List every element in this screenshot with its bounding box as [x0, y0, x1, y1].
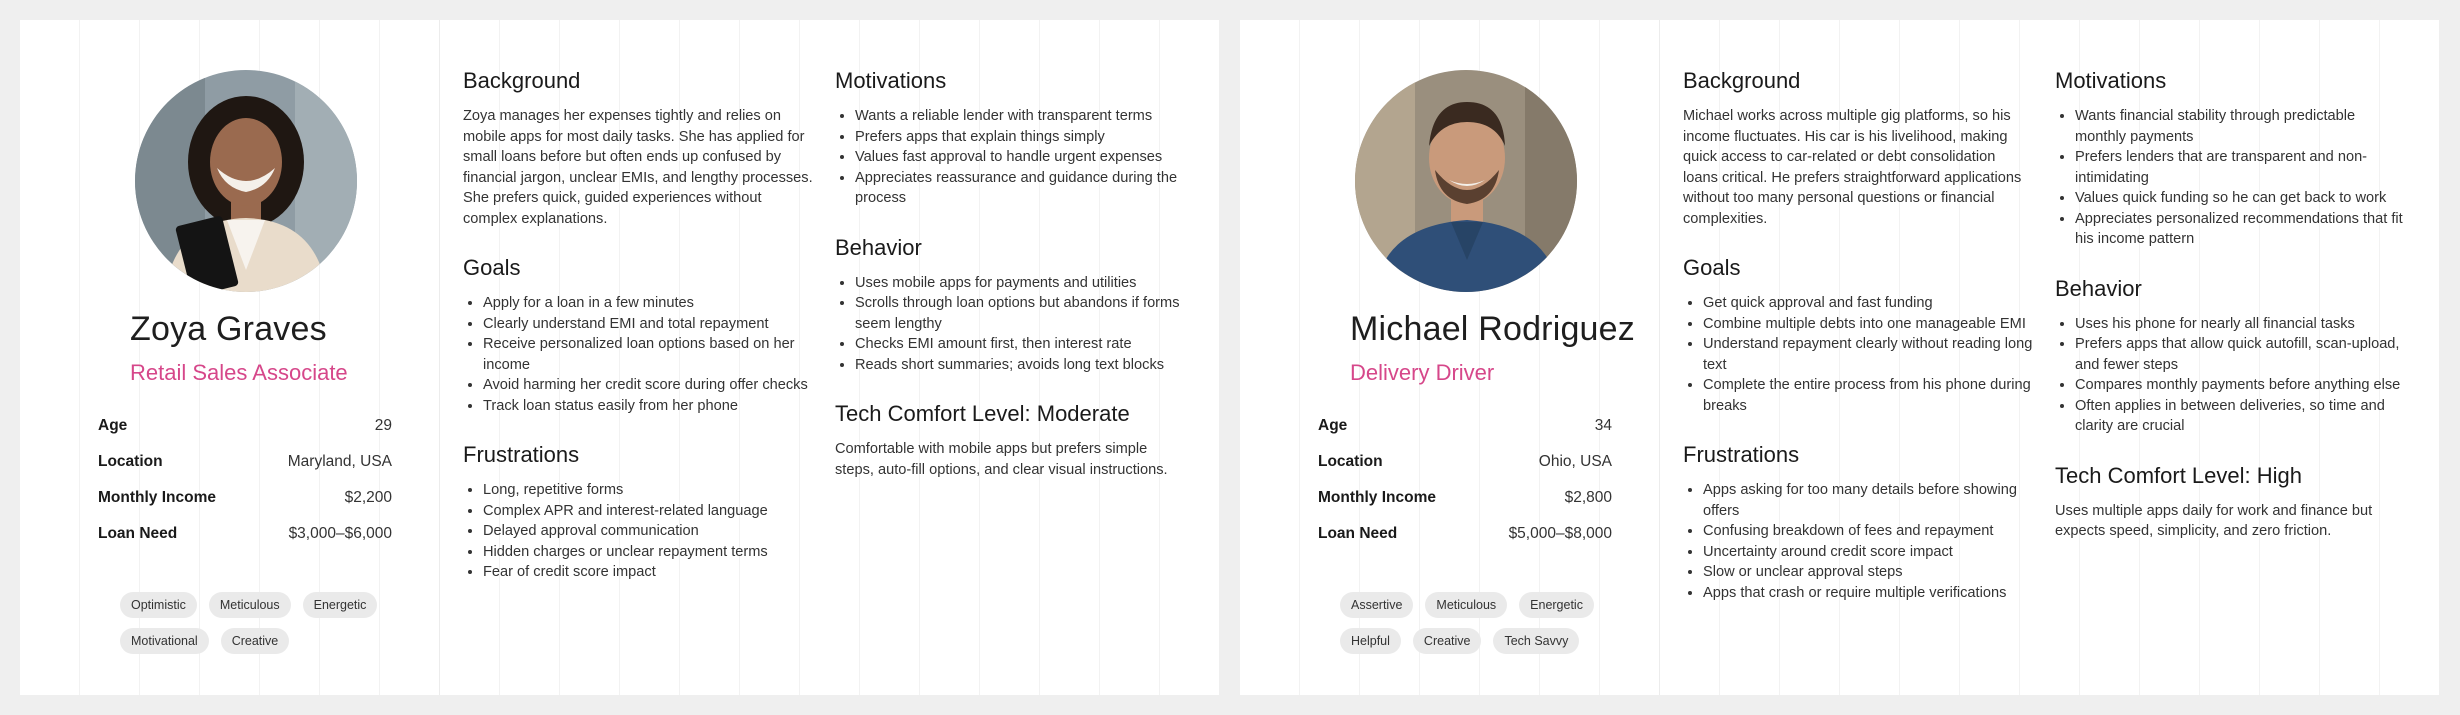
list-item: • Delayed approval communication: [483, 521, 813, 542]
trait-tag: Energetic: [303, 592, 378, 618]
list-item: • Wants financial stability through predictable monthly payments: [2075, 106, 2405, 147]
motivations-list: [2055, 106, 2405, 250]
persona-stats: [1318, 408, 1612, 552]
stat-label: Loan Need: [1318, 525, 1398, 542]
avatar-photo-zoya: [135, 70, 357, 292]
list-item: • Clearly understand EMI and total repayment: [483, 314, 813, 335]
avatar-photo-michael: [1355, 70, 1577, 292]
stat-value: 34: [1594, 417, 1612, 434]
persona-details-middle: [463, 68, 813, 609]
behavior-section: [835, 235, 1185, 376]
stat-value: $2,200: [344, 489, 392, 506]
list-item: • Appreciates reassurance and guidance during the process: [855, 168, 1185, 209]
behavior-section: [2055, 276, 2405, 437]
motivations-section: [2055, 68, 2405, 250]
trait-tag: Motivational: [120, 628, 209, 654]
list-item: • Complex APR and interest-related language: [483, 501, 813, 522]
section-heading: Frustrations: [1683, 442, 1800, 467]
section-heading: Motivations: [2055, 68, 2167, 93]
avatar: [1355, 70, 1577, 292]
list-item: • Reads short summaries; avoids long text blocks: [855, 355, 1185, 376]
trait-tag: Assertive: [1340, 592, 1413, 618]
section-heading: Behavior: [2055, 275, 2142, 301]
list-item: • Prefers lenders that are transparent and non-intimidating: [2075, 147, 2405, 188]
list-item: • Confusing breakdown of fees and repayment: [1703, 521, 2033, 542]
tech-comfort-section: [2055, 463, 2405, 542]
frustrations-list: [1683, 480, 2033, 603]
stat-row-loan-need: [98, 516, 392, 552]
stat-row-monthly-income: [1318, 480, 1612, 516]
motivations-section: [835, 68, 1185, 209]
goals-list: [463, 293, 813, 416]
list-item: • Apps asking for too many details before showing offers: [1703, 480, 2033, 521]
list-item: • Checks EMI amount first, then interest rate: [855, 334, 1185, 355]
background-section: [463, 68, 813, 229]
list-item: • Avoid harming her credit score during offer checks: [483, 375, 813, 396]
section-heading: Tech Comfort Level: Moderate: [835, 401, 1130, 426]
stat-label: Loan Need: [98, 525, 178, 542]
list-item: • Uses his phone for nearly all financial tasks: [2075, 314, 2405, 335]
frustrations-section: [1683, 442, 2033, 603]
motivations-list: [835, 106, 1185, 209]
trait-tag: Helpful: [1340, 628, 1401, 654]
persona-name: Zoya Graves: [130, 310, 327, 348]
stat-label: Location: [1318, 453, 1383, 470]
list-item: • Wants a reliable lender with transparent terms: [855, 106, 1185, 127]
background-text: Zoya manages her expenses tightly and relies on mobile apps for most daily tasks. She has applied for small loans before but often ends up confused by financial jargon, unclear EMIs, and lengthy processes. She prefers quick, guided experiences without complex explanations.: [463, 108, 813, 227]
stat-label: Age: [1318, 417, 1348, 434]
list-item: • Appreciates personalized recommendations that fit his income pattern: [2075, 209, 2405, 250]
trait-tag: Creative: [1413, 628, 1482, 654]
list-item: • Complete the entire process from his phone during breaks: [1703, 375, 2033, 416]
list-item: • Apps that crash or require multiple verifications: [1703, 583, 2033, 604]
background-text: Michael works across multiple gig platforms, so his income fluctuates. His car is his livelihood, making quick access to car-related or debt consolidation loans critical. He prefers straightforward applications without too many personal questions or financial complexities.: [1683, 108, 2022, 227]
stat-row-monthly-income: [98, 480, 392, 516]
tech-comfort-text: Uses multiple apps daily for work and finance but expects speed, simplicity, and zero friction.: [2055, 502, 2373, 539]
section-heading: Behavior: [835, 234, 922, 260]
persona-name: Michael Rodriguez: [1350, 310, 1635, 348]
persona-profile: [1240, 20, 1660, 695]
goals-section: [1683, 255, 2033, 416]
stat-value: $3,000–$6,000: [288, 525, 392, 542]
section-heading: Tech Comfort Level: High: [2055, 462, 2302, 488]
stat-row-location: [98, 444, 392, 480]
trait-tags: [1340, 592, 1620, 654]
list-item: • Values quick funding so he can get back to work: [2075, 188, 2405, 209]
list-item: • Long, repetitive forms: [483, 480, 813, 501]
behavior-list: [2055, 314, 2405, 437]
section-heading: Goals: [463, 255, 521, 280]
list-item: • Slow or unclear approval steps: [1703, 562, 2033, 583]
list-item: • Prefers apps that allow quick autofill, scan-upload, and fewer steps: [2075, 334, 2405, 375]
persona-details-right: [2055, 68, 2405, 568]
section-heading: Frustrations: [463, 442, 580, 467]
list-item: • Fear of credit score impact: [483, 562, 813, 583]
list-item: • Uses mobile apps for payments and utilities: [855, 273, 1185, 294]
stat-label: Age: [98, 417, 128, 434]
tech-comfort-text: Comfortable with mobile apps but prefers simple steps, auto-fill options, and clear visual instructions.: [835, 441, 1168, 478]
trait-tag: Energetic: [1519, 592, 1594, 618]
list-item: • Values fast approval to handle urgent expenses: [855, 147, 1185, 168]
stat-value: Ohio, USA: [1538, 453, 1612, 470]
list-item: • Compares monthly payments before anything else: [2075, 375, 2405, 396]
section-heading: Background: [463, 68, 581, 93]
behavior-list: [835, 273, 1185, 376]
persona-card: [20, 20, 1219, 695]
list-item: • Prefers apps that explain things simply: [855, 127, 1185, 148]
stat-value: 29: [374, 417, 392, 434]
stat-value: $5,000–$8,000: [1508, 525, 1612, 542]
avatar: [135, 70, 357, 292]
trait-tag: Meticulous: [209, 592, 291, 618]
persona-details-right: [835, 68, 1185, 506]
stat-label: Monthly Income: [98, 489, 216, 506]
persona-card: [1240, 20, 2439, 695]
trait-tags: [120, 592, 400, 654]
stat-label: Location: [98, 453, 163, 470]
stat-row-location: [1318, 444, 1612, 480]
frustrations-list: [463, 480, 813, 583]
list-item: • Get quick approval and fast funding: [1703, 293, 2033, 314]
persona-role: Delivery Driver: [1350, 360, 1495, 385]
list-item: • Understand repayment clearly without reading long text: [1703, 334, 2033, 375]
list-item: • Hidden charges or unclear repayment terms: [483, 542, 813, 563]
background-section: [1683, 68, 2033, 229]
persona-profile: [20, 20, 440, 695]
goals-section: [463, 255, 813, 416]
trait-tag: Optimistic: [120, 592, 197, 618]
stat-value: Maryland, USA: [287, 453, 392, 470]
stat-row-age: [98, 408, 392, 444]
stat-label: Monthly Income: [1318, 489, 1436, 506]
persona-details-middle: [1683, 68, 2033, 629]
list-item: • Receive personalized loan options based on her income: [483, 334, 813, 375]
list-item: • Combine multiple debts into one manageable EMI: [1703, 314, 2033, 335]
frustrations-section: [463, 442, 813, 583]
trait-tag: Meticulous: [1425, 592, 1507, 618]
stat-row-age: [1318, 408, 1612, 444]
section-heading: Background: [1683, 68, 1801, 93]
list-item: • Apply for a loan in a few minutes: [483, 293, 813, 314]
section-heading: Goals: [1683, 255, 1741, 280]
list-item: • Uncertainty around credit score impact: [1703, 542, 2033, 563]
persona-role: Retail Sales Associate: [130, 360, 348, 385]
list-item: • Often applies in between deliveries, so time and clarity are crucial: [2075, 396, 2405, 437]
goals-list: [1683, 293, 2033, 416]
list-item: • Scrolls through loan options but abandons if forms seem lengthy: [855, 293, 1185, 334]
stat-row-loan-need: [1318, 516, 1612, 552]
section-heading: Motivations: [835, 68, 947, 93]
list-item: • Track loan status easily from her phone: [483, 396, 813, 417]
trait-tag: Creative: [221, 628, 290, 654]
persona-stats: [98, 408, 392, 552]
trait-tag: Tech Savvy: [1493, 628, 1579, 654]
tech-comfort-section: [835, 401, 1185, 480]
stat-value: $2,800: [1564, 489, 1612, 506]
